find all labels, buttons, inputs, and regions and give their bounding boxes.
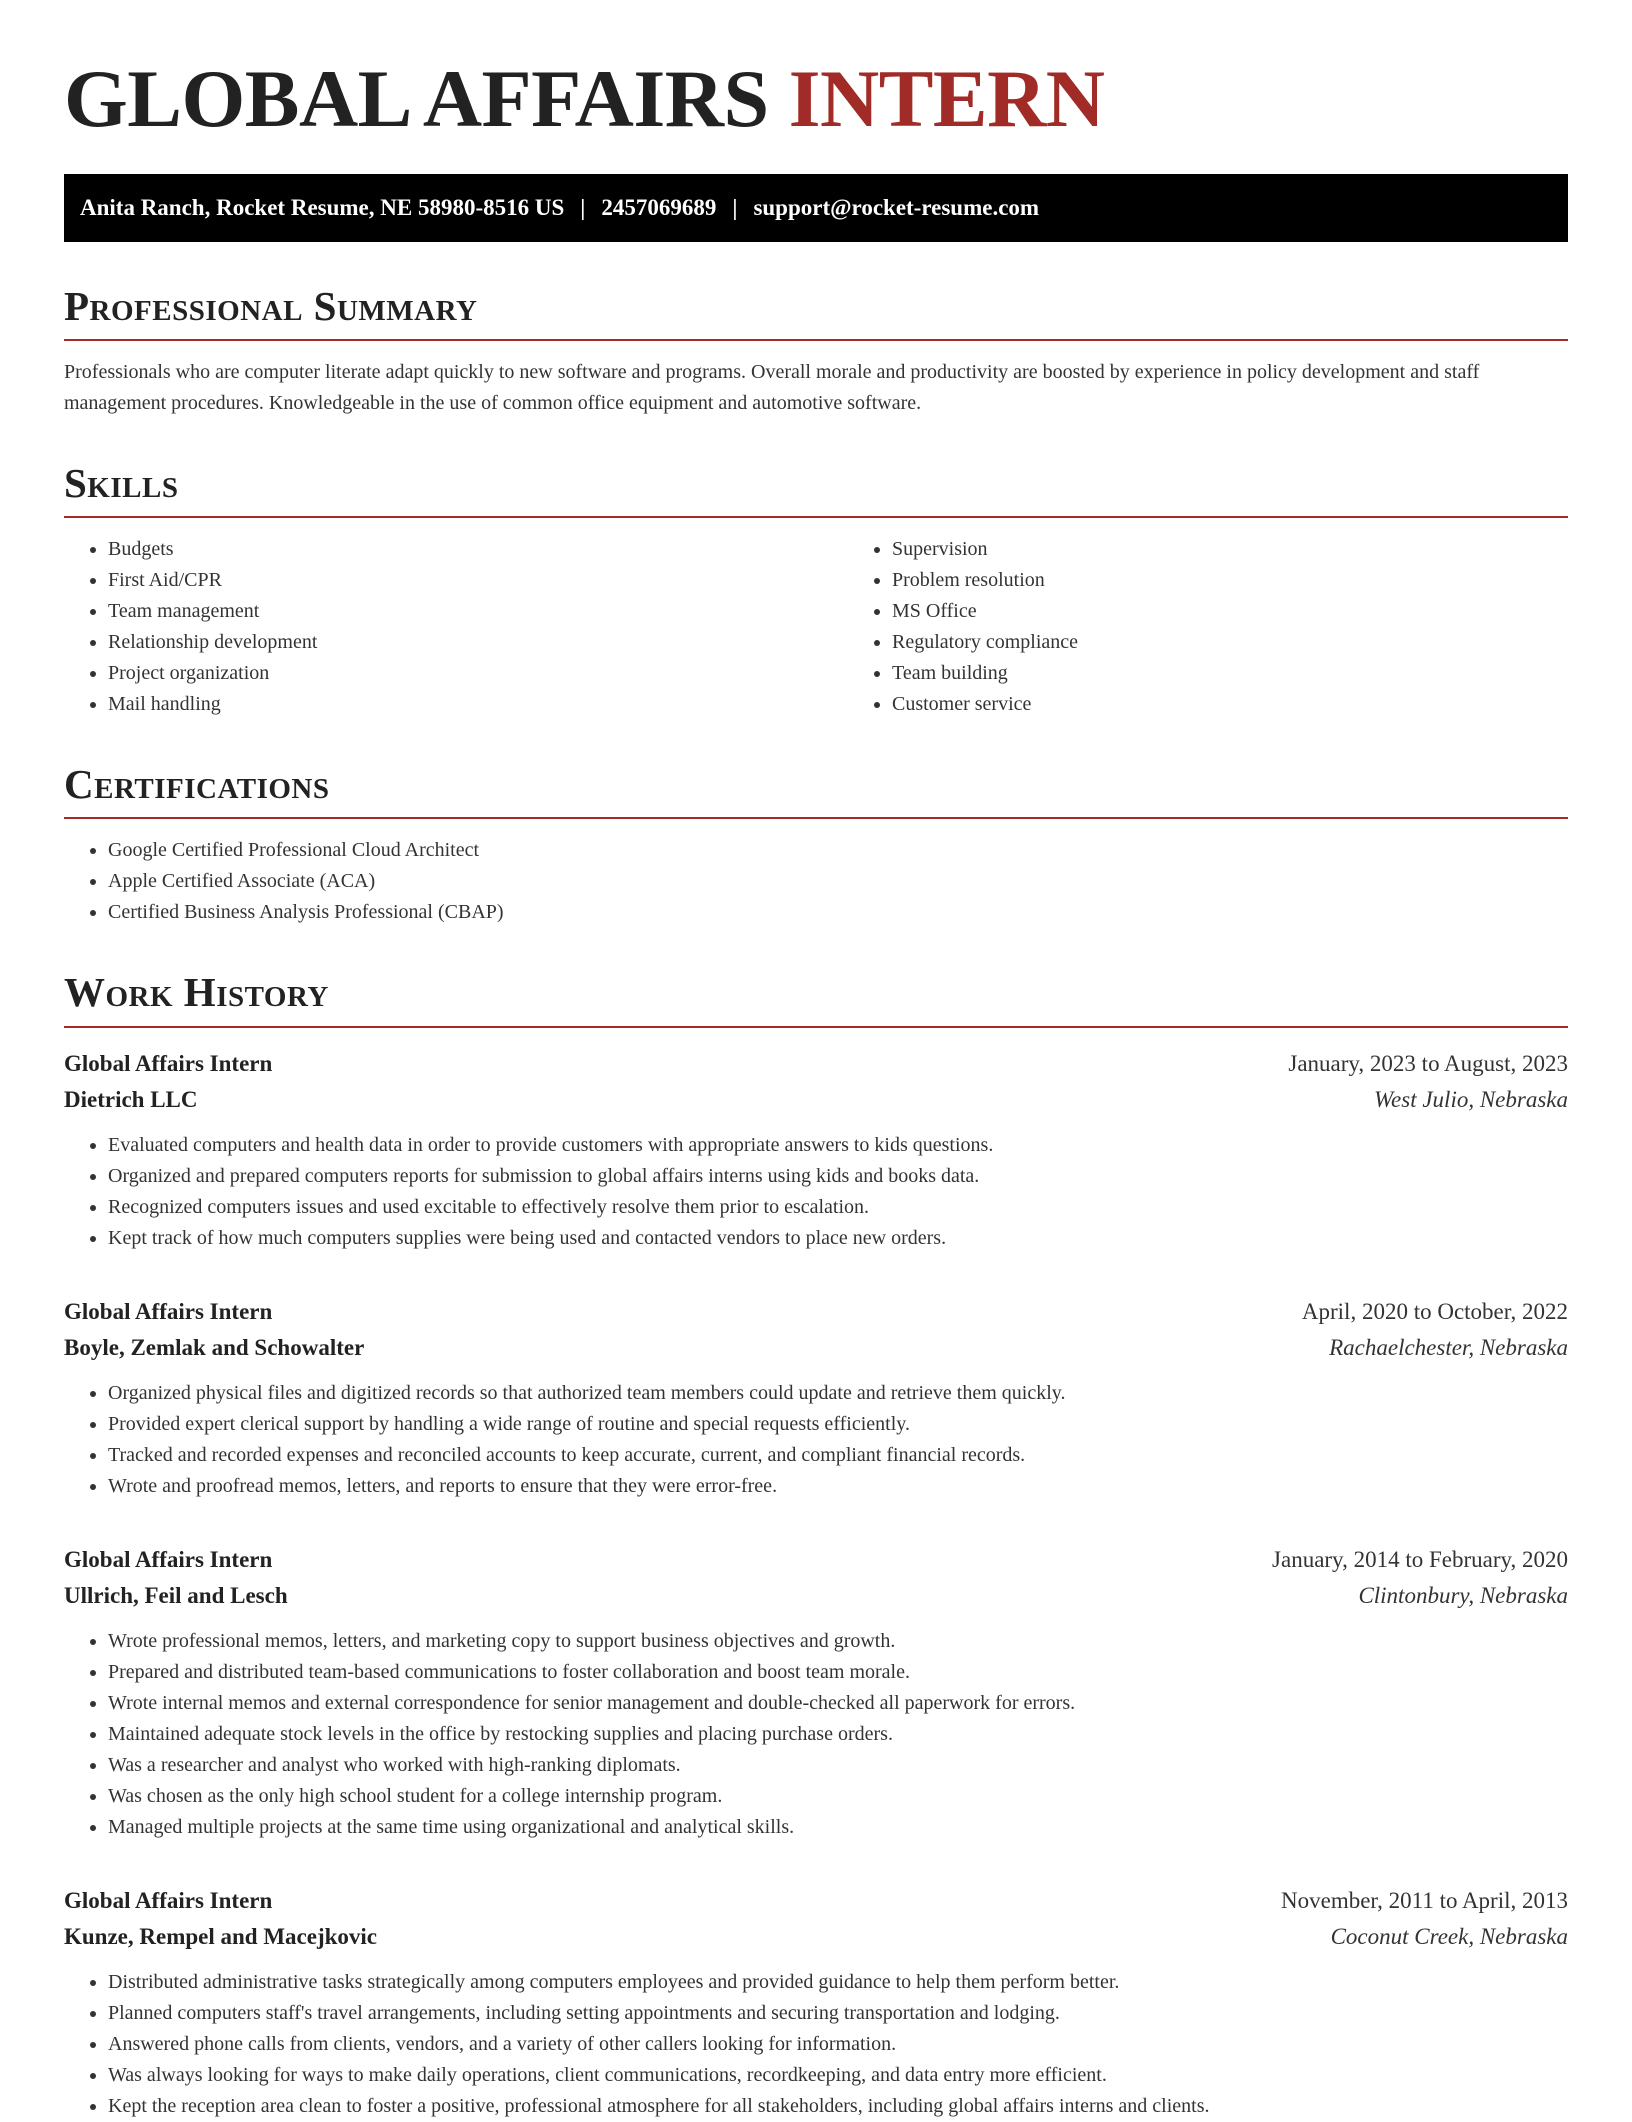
job-company: Ullrich, Feil and Lesch — [64, 1582, 288, 1608]
summary-heading: Professional Summary — [64, 284, 1568, 341]
job-title: Global Affairs Intern — [64, 1887, 273, 1913]
job-company: Dietrich LLC — [64, 1086, 198, 1112]
job-entry — [64, 1542, 1568, 1843]
job-location: West Julio, Nebraska — [1374, 1086, 1568, 1112]
job-title-row — [64, 1542, 1568, 1578]
contact-bar — [64, 174, 1568, 242]
contact-phone: 2457069689 — [601, 195, 717, 221]
certification-item: • Certified Business Analysis Professional (CBAP) — [108, 897, 1568, 928]
resume-title — [64, 54, 1568, 144]
skill-item: • Supervision — [892, 534, 1568, 565]
job-title-row — [64, 1294, 1568, 1330]
job-bullet: • Answered phone calls from clients, vendors, and a variety of other callers looking for information. — [108, 2029, 1568, 2060]
job-bullet: • Kept the reception area clean to foster a positive, professional atmosphere for all stakeholders, including global affairs interns and clients. — [108, 2091, 1568, 2122]
job-entry — [64, 1046, 1568, 1254]
certification-item: • Apple Certified Associate (ACA) — [108, 866, 1568, 897]
job-location: Clintonbury, Nebraska — [1358, 1582, 1568, 1608]
certifications-section — [64, 762, 1568, 928]
job-bullet: • Organized and prepared computers reports for submission to global affairs interns using kids and books data. — [108, 1161, 1568, 1192]
certifications-heading: Certifications — [64, 762, 1568, 819]
job-bullet: • Planned computers staff's travel arrangements, including setting appointments and securing transportation and lodging. — [108, 1998, 1568, 2029]
skills-heading: Skills — [64, 461, 1568, 518]
job-bullet: • Tracked and recorded expenses and reconciled accounts to keep accurate, current, and compliant financial records. — [108, 1440, 1568, 1471]
title-main: GLOBAL AFFAIRS — [64, 53, 769, 144]
work-history-heading: Work History — [64, 970, 1568, 1027]
skill-item: • Budgets — [108, 534, 848, 565]
job-location: Rachaelchester, Nebraska — [1329, 1334, 1568, 1360]
contact-separator: | — [580, 195, 586, 221]
skill-item: • Problem resolution — [892, 565, 1568, 596]
skill-item: • MS Office — [892, 596, 1568, 627]
job-company-row — [64, 1919, 1568, 1955]
job-company: Boyle, Zemlak and Schowalter — [64, 1334, 365, 1360]
contact-separator: | — [732, 195, 738, 221]
job-bullet: • Was a researcher and analyst who worked with high-ranking diplomats. — [108, 1750, 1568, 1781]
summary-section — [64, 284, 1568, 419]
skill-item: • Relationship development — [108, 627, 848, 658]
job-title: Global Affairs Intern — [64, 1050, 273, 1076]
job-bullet: • Wrote and proofread memos, letters, and reports to ensure that they were error-free. — [108, 1471, 1568, 1502]
skill-item: • Team building — [892, 658, 1568, 689]
job-bullet: • Provided expert clerical support by handling a wide range of routine and special requests efficiently. — [108, 1409, 1568, 1440]
skills-grid — [64, 534, 1568, 720]
job-dates: January, 2014 to February, 2020 — [1272, 1546, 1568, 1572]
job-bullet: • Prepared and distributed team-based communications to foster collaboration and boost team morale. — [108, 1657, 1568, 1688]
job-bullet: • Managed multiple projects at the same time using organizational and analytical skills. — [108, 1812, 1568, 1843]
job-company-row — [64, 1082, 1568, 1118]
contact-email[interactable]: support@rocket-resume.com — [753, 195, 1040, 221]
job-bullet: • Was always looking for ways to make daily operations, client communications, recordkeeping, and data entry more efficient. — [108, 2060, 1568, 2091]
job-bullet: • Evaluated computers and health data in order to provide customers with appropriate answers to kids questions. — [108, 1130, 1568, 1161]
skill-item: • Project organization — [108, 658, 848, 689]
job-dates: April, 2020 to October, 2022 — [1301, 1298, 1568, 1324]
skills-section — [64, 461, 1568, 720]
job-dates: January, 2023 to August, 2023 — [1288, 1050, 1568, 1076]
job-entry — [64, 1883, 1568, 2122]
job-bullets — [64, 1130, 1568, 1254]
skill-item: • Customer service — [892, 689, 1568, 720]
job-bullets — [64, 1626, 1568, 1843]
job-company-row — [64, 1330, 1568, 1366]
skill-item: • Regulatory compliance — [892, 627, 1568, 658]
job-bullet: • Distributed administrative tasks strategically among computers employees and provided guidance to help them perform better. — [108, 1967, 1568, 1998]
skills-list-right — [848, 534, 1568, 720]
skill-item: • First Aid/CPR — [108, 565, 848, 596]
skill-item: • Team management — [108, 596, 848, 627]
job-bullets — [64, 1967, 1568, 2122]
work-history-section — [64, 970, 1568, 2121]
job-title: Global Affairs Intern — [64, 1546, 273, 1572]
job-company: Kunze, Rempel and Macejkovic — [64, 1923, 378, 1949]
job-company-row — [64, 1578, 1568, 1614]
job-bullet: • Wrote internal memos and external correspondence for senior management and double-checked all paperwork for errors. — [108, 1688, 1568, 1719]
certifications-list — [64, 835, 1568, 928]
skills-list-left — [64, 534, 848, 720]
job-bullet: • Recognized computers issues and used excitable to effectively resolve them prior to escalation. — [108, 1192, 1568, 1223]
job-location: Coconut Creek, Nebraska — [1330, 1923, 1568, 1949]
job-bullets — [64, 1378, 1568, 1502]
contact-address: Anita Ranch, Rocket Resume, NE 58980-8516 US — [80, 195, 565, 221]
job-bullet: • Organized physical files and digitized records so that authorized team members could update and retrieve them quickly. — [108, 1378, 1568, 1409]
skill-item: • Mail handling — [108, 689, 848, 720]
job-title-row — [64, 1883, 1568, 1919]
job-entry — [64, 1294, 1568, 1502]
job-bullet: • Kept track of how much computers supplies were being used and contacted vendors to place new orders. — [108, 1223, 1568, 1254]
job-bullet: • Wrote professional memos, letters, and marketing copy to support business objectives and growth. — [108, 1626, 1568, 1657]
job-bullet: • Maintained adequate stock levels in the office by restocking supplies and placing purchase orders. — [108, 1719, 1568, 1750]
certification-item: • Google Certified Professional Cloud Architect — [108, 835, 1568, 866]
job-title: Global Affairs Intern — [64, 1298, 273, 1324]
title-accent: INTERN — [788, 53, 1105, 144]
job-bullet: • Was chosen as the only high school student for a college internship program. — [108, 1781, 1568, 1812]
summary-text: Professionals who are computer literate adapt quickly to new software and programs. Overall morale and productivity are boosted by experience in policy development and staff management procedures. Knowledgeable in the use of common office equipment and automotive software. — [64, 361, 1480, 415]
job-title-row — [64, 1046, 1568, 1082]
job-dates: November, 2011 to April, 2013 — [1281, 1887, 1568, 1913]
